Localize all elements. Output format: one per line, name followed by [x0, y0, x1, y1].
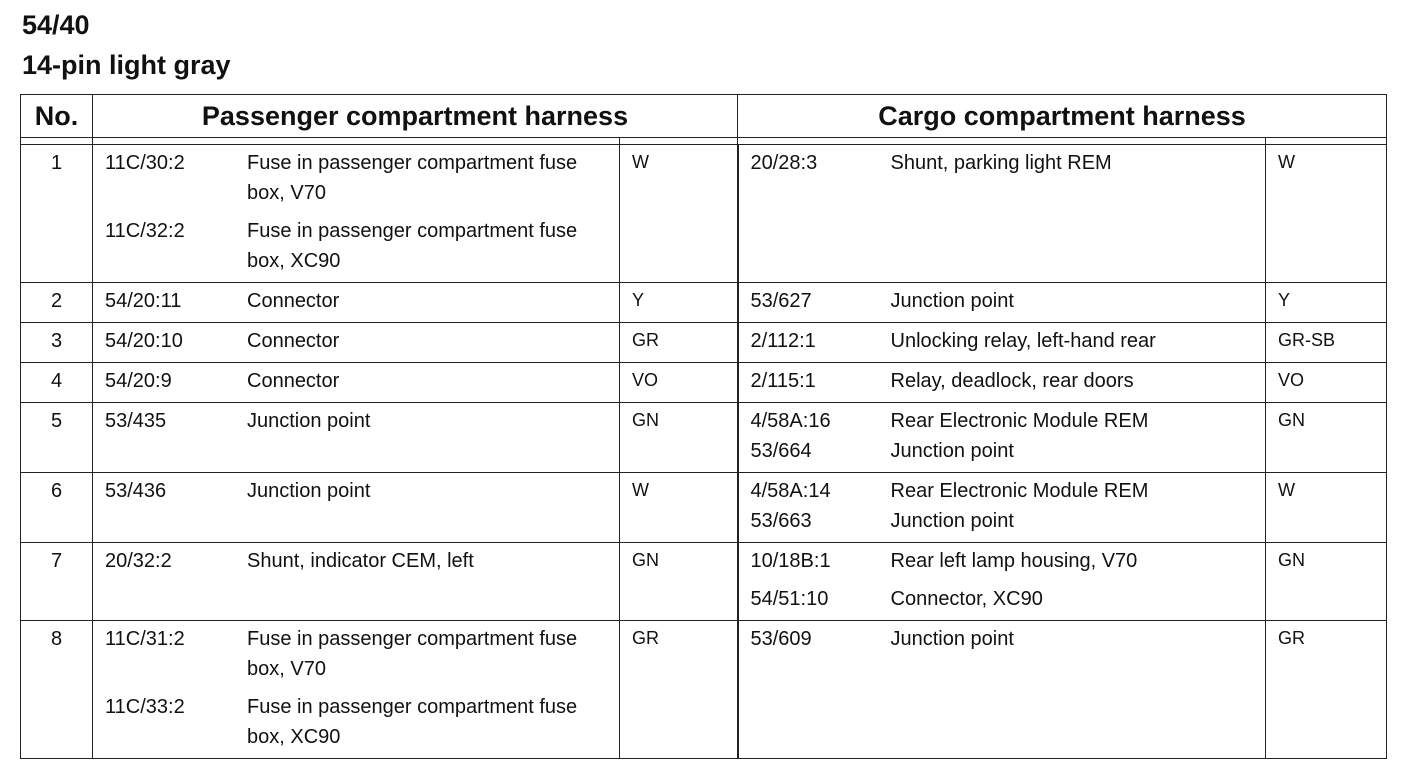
terminal-code: 53/436: [105, 480, 167, 502]
terminal-code: 53/664: [750, 440, 812, 462]
terminal-description: Shunt, indicator CEM, left: [247, 550, 474, 572]
passenger-harness-cell: [93, 363, 620, 403]
terminal-description: Fuse in passenger compartment fuse box, XC90: [247, 220, 578, 272]
terminal-description: Rear Electronic Module REM: [890, 480, 1149, 502]
terminal-description: Junction point: [890, 628, 1014, 650]
passenger-wire-color: GN: [620, 543, 738, 621]
cargo-wire-color: GN: [1266, 403, 1387, 473]
cargo-wire-color: VO: [1266, 363, 1387, 403]
terminal-description: Connector, XC90: [890, 588, 1043, 610]
spacer-cell: [620, 138, 738, 145]
terminal-description: Connector: [247, 330, 340, 352]
cargo-harness-cell: [738, 403, 1266, 473]
spacer-cell: [1266, 138, 1387, 145]
passenger-wire-color: W: [620, 473, 738, 543]
pin-number: 7: [21, 543, 93, 621]
terminal-code: 53/435: [105, 410, 167, 432]
terminal-code: 20/32:2: [105, 550, 172, 572]
pin-number: 3: [21, 323, 93, 363]
pin-number: 4: [21, 363, 93, 403]
spacer-cell: [21, 138, 93, 145]
cargo-wire-color: GN: [1266, 543, 1387, 621]
passenger-harness-cell: [93, 473, 620, 543]
table-row: [21, 363, 1387, 403]
terminal-description: Fuse in passenger compartment fuse box, XC90: [247, 696, 578, 748]
pin-number: 8: [21, 621, 93, 759]
terminal-code: 11C/31:2: [105, 628, 185, 650]
cargo-wire-color: GR-SB: [1266, 323, 1387, 363]
passenger-harness-cell: [93, 323, 620, 363]
passenger-harness-cell: [93, 543, 620, 621]
cargo-harness-cell: [738, 543, 1266, 621]
pin-number: 6: [21, 473, 93, 543]
terminal-description: Unlocking relay, left-hand rear: [890, 330, 1156, 352]
harness-entry: [93, 624, 619, 684]
pin-assignment-table: [20, 94, 1387, 759]
terminal-code: 54/51:10: [750, 588, 829, 610]
terminal-description: Fuse in passenger compartment fuse box, V70: [247, 628, 578, 680]
terminal-code: 53/627: [750, 290, 812, 312]
header-passenger-harness: Passenger compartment harness: [93, 95, 738, 138]
terminal-description: Connector: [247, 370, 340, 392]
harness-entry: [93, 546, 619, 576]
cargo-harness-cell: [738, 145, 1266, 283]
cargo-wire-color: W: [1266, 473, 1387, 543]
terminal-code: 2/115:1: [750, 370, 816, 392]
terminal-description: Junction point: [247, 480, 371, 502]
cargo-harness-cell: [738, 621, 1266, 759]
harness-entry: [93, 692, 619, 752]
terminal-description: Shunt, parking light REM: [890, 152, 1112, 174]
harness-entry: [739, 436, 1266, 466]
terminal-code: 20/28:3: [750, 152, 818, 174]
terminal-description: Connector: [247, 290, 340, 312]
harness-entry: [739, 506, 1266, 536]
harness-entry: [739, 476, 1266, 506]
cargo-harness-cell: [738, 473, 1266, 543]
table-row: [21, 543, 1387, 621]
harness-entry: [739, 326, 1266, 356]
cargo-harness-cell: [738, 363, 1266, 403]
terminal-code: 4/58A:14: [750, 480, 831, 502]
terminal-code: 11C/33:2: [105, 696, 185, 718]
connector-description-subtitle: 14-pin light gray: [22, 50, 231, 80]
table-row: [21, 403, 1387, 473]
terminal-code: 54/20:9: [105, 370, 172, 392]
connector-id-title: 54/40: [22, 10, 90, 40]
passenger-wire-color: VO: [620, 363, 738, 403]
passenger-wire-color: Y: [620, 283, 738, 323]
terminal-description: Fuse in passenger compartment fuse box, V70: [247, 152, 578, 204]
terminal-description: Junction point: [247, 410, 371, 432]
table-row: [21, 323, 1387, 363]
passenger-harness-cell: [93, 145, 620, 283]
table-body: [21, 138, 1387, 759]
terminal-code: 4/58A:16: [750, 410, 831, 432]
harness-entry: [93, 216, 619, 276]
harness-entry: [739, 624, 1266, 654]
terminal-code: 11C/30:2: [105, 152, 185, 174]
cargo-wire-color: Y: [1266, 283, 1387, 323]
harness-entry: [93, 286, 619, 316]
harness-entry: [93, 326, 619, 356]
table-row: [21, 283, 1387, 323]
table-row: [21, 145, 1387, 283]
header-cargo-harness: Cargo compartment harness: [738, 95, 1387, 138]
passenger-wire-color: GR: [620, 323, 738, 363]
passenger-wire-color: W: [620, 145, 738, 283]
terminal-description: Relay, deadlock, rear doors: [890, 370, 1134, 392]
pin-number: 5: [21, 403, 93, 473]
terminal-description: Rear left lamp housing, V70: [890, 550, 1138, 572]
passenger-wire-color: GN: [620, 403, 738, 473]
table-header-row: [21, 95, 1387, 138]
passenger-harness-cell: [93, 283, 620, 323]
harness-entry: [93, 406, 619, 436]
terminal-description: Junction point: [890, 440, 1014, 462]
terminal-code: 2/112:1: [750, 330, 816, 352]
harness-entry: [739, 546, 1266, 576]
cargo-wire-color: W: [1266, 145, 1387, 283]
header-no: No.: [21, 95, 93, 138]
pin-number: 2: [21, 283, 93, 323]
passenger-harness-cell: [93, 403, 620, 473]
passenger-harness-cell: [93, 621, 620, 759]
passenger-wire-color: GR: [620, 621, 738, 759]
terminal-description: Junction point: [890, 510, 1014, 532]
spacer-cell: [738, 138, 1266, 145]
terminal-code: 10/18B:1: [750, 550, 831, 572]
table-row: [21, 473, 1387, 543]
pin-number: 1: [21, 145, 93, 283]
terminal-code: 11C/32:2: [105, 220, 185, 242]
terminal-description: Junction point: [890, 290, 1014, 312]
harness-entry: [93, 148, 619, 208]
table-row: [21, 621, 1387, 759]
harness-entry: [739, 148, 1266, 178]
terminal-code: 53/609: [750, 628, 812, 650]
header-spacer-row: [21, 138, 1387, 145]
harness-entry: [93, 476, 619, 506]
terminal-code: 53/663: [750, 510, 812, 532]
harness-entry: [739, 286, 1266, 316]
terminal-description: Rear Electronic Module REM: [890, 410, 1149, 432]
harness-entry: [93, 366, 619, 396]
cargo-harness-cell: [738, 323, 1266, 363]
harness-entry: [739, 366, 1266, 396]
terminal-code: 54/20:10: [105, 330, 183, 352]
spacer-cell: [93, 138, 620, 145]
harness-entry: [739, 406, 1266, 436]
harness-entry: [739, 584, 1266, 614]
terminal-code: 54/20:11: [105, 290, 182, 312]
cargo-wire-color: GR: [1266, 621, 1387, 759]
cargo-harness-cell: [738, 283, 1266, 323]
